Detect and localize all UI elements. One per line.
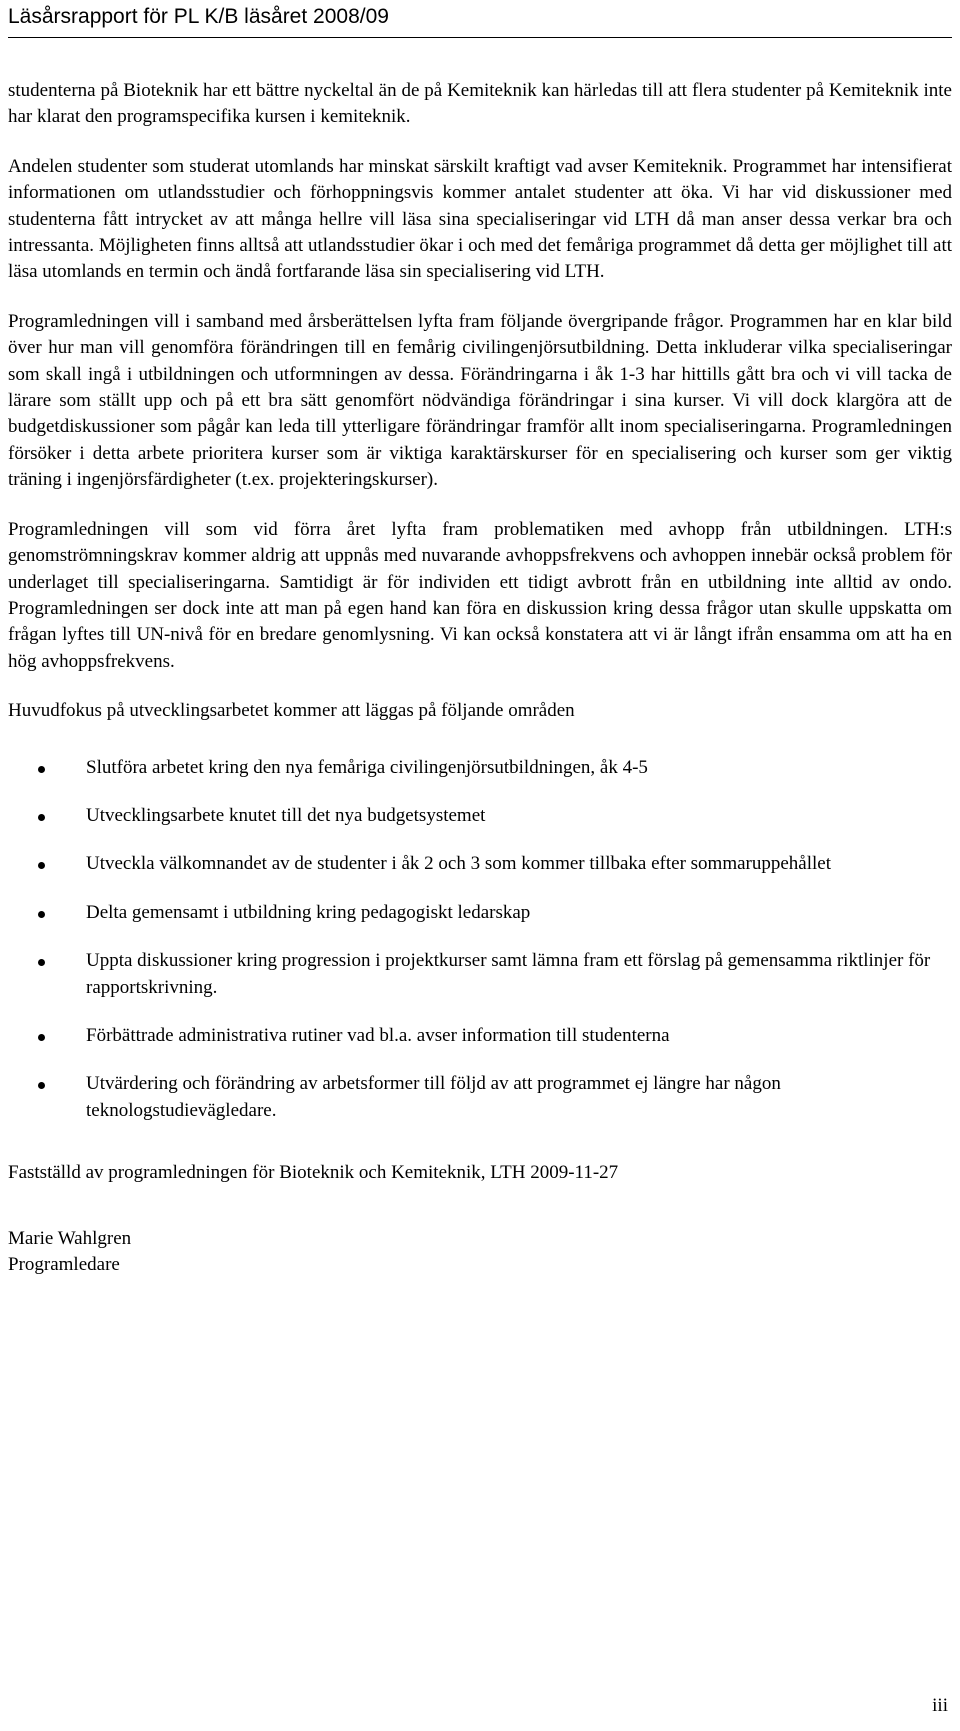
list-item-text: Delta gemensamt i utbildning kring pedagogiskt ledarskap	[86, 901, 531, 923]
bullet-dot-icon	[38, 959, 45, 966]
document-body	[8, 78, 952, 1317]
signature-block	[8, 1226, 952, 1279]
list-item	[8, 1071, 952, 1124]
bullet-dot-icon	[38, 862, 45, 869]
paragraph-study-abroad: Andelen studenter som studerat utomlands har minskat särskilt kraftigt vad avser Kemiteknik. Programmet har intensifierat informationen om utlandsstudier och förhoppningsvis kommer antalet studenter att öka. Vi har vid diskussioner med studenterna fått intrycket av att många hellre vill läsa sina specialiseringar vid LTH då man anser dessa verkar bra och intressanta. Möjligheten finns alltså att utlandsstudier ökar i och med det femåriga programmet då detta ger möjlighet till att läsa utomlands en termin och ändå fortfarande läsa sin specialisering vid LTH.	[8, 155, 952, 283]
list-item-text: Uppta diskussioner kring progression i projektkurser samt lämna fram ett förslag på gemensamma riktlinjer för rapportskrivning.	[86, 950, 931, 998]
list-item	[8, 1023, 952, 1049]
page-number: iii	[932, 1695, 948, 1716]
bullet-dot-icon	[38, 814, 45, 821]
list-item	[8, 900, 952, 926]
signatory-name: Marie Wahlgren	[8, 1227, 132, 1249]
list-item	[8, 851, 952, 877]
bullet-dot-icon	[38, 1082, 45, 1089]
bullet-dot-icon	[38, 911, 45, 918]
report-title: Läsårsrapport för PL K/B läsåret 2008/09	[8, 5, 389, 28]
list-item	[8, 803, 952, 829]
list-item	[8, 948, 952, 1001]
paragraph-key-figures: studenterna på Bioteknik har ett bättre nyckeltal än de på Kemiteknik kan härledas till att flera studenter på Kemiteknik inte har klarat den programspecifika kursen i kemiteknik.	[8, 80, 952, 128]
list-item-text: Förbättrade administrativa rutiner vad bl.a. avser information till studenterna	[86, 1024, 670, 1046]
bullet-dot-icon	[38, 1034, 45, 1041]
page-header	[8, 3, 952, 38]
list-item-text: Utvecklingsarbete knutet till det nya budgetsystemet	[86, 804, 486, 826]
paragraph-overarching-issues: Programledningen vill i samband med årsberättelsen lyfta fram följande övergripande frågor. Programmen har en klar bild över hur man vill genomföra förändringen till en femårig civilingenjörsutbildning. Detta inkluderar vilka specialiseringar som skall ingå i utbildningen och utformningen av dessa. Förändringarna i åk 1-3 har hittills gått bra och vi vill tacka de lärare som ställt upp och på ett bra sätt genomfört nödvändiga förändringar i sina kurser. Vi vill dock klargöra att de budgetdiskussioner som pågår kan leda till ytterligare förändringar framför allt inom specialiseringarna. Programledningen försöker i detta arbete prioritera kurser som är viktiga karaktärskurser för en specialisering och kurser som ger viktig träning i ingenjörsfärdigheter (t.ex. projekteringskurser).	[8, 310, 952, 491]
bullet-dot-icon	[38, 766, 45, 773]
list-item-text: Utveckla välkomnandet av de studenter i åk 2 och 3 som kommer tillbaka efter sommaruppehållet	[86, 853, 831, 875]
focus-list	[8, 755, 952, 1125]
paragraph-dropouts: Programledningen vill som vid förra året lyfta fram problematiken med avhopp från utbildningen. LTH:s genomströmningskrav kommer aldrig att uppnås med nuvarande avhoppsfrekvens och avhoppen innebär också problem för underlaget till specialiseringarna. Samtidigt är för individen ett tidigt avbrott från en utbildning inte alltid av ondo. Programledningen ser dock inte att man på egen hand kan föra en diskussion kring dessa frågor utan skulle uppskatta om frågan lyftes till UN-nivå för en bredare genomlysning. Vi kan också konstatera att vi är långt ifrån ensamma om att ha en hög avhoppsfrekvens.	[8, 518, 952, 672]
list-item-text: Slutföra arbetet kring den nya femåriga civilingenjörsutbildningen, åk 4-5	[86, 756, 648, 778]
list-item-text: Utvärdering och förändring av arbetsformer till följd av att programmet ej längre har någon teknologstudievägledare.	[86, 1073, 781, 1121]
list-item	[8, 755, 952, 781]
approval-statement: Fastställd av programledningen för Bioteknik och Kemiteknik, LTH 2009-11-27	[8, 1162, 619, 1184]
signatory-role: Programledare	[8, 1254, 120, 1275]
focus-heading: Huvudfokus på utvecklingsarbetet kommer att läggas på följande områden	[8, 700, 575, 722]
